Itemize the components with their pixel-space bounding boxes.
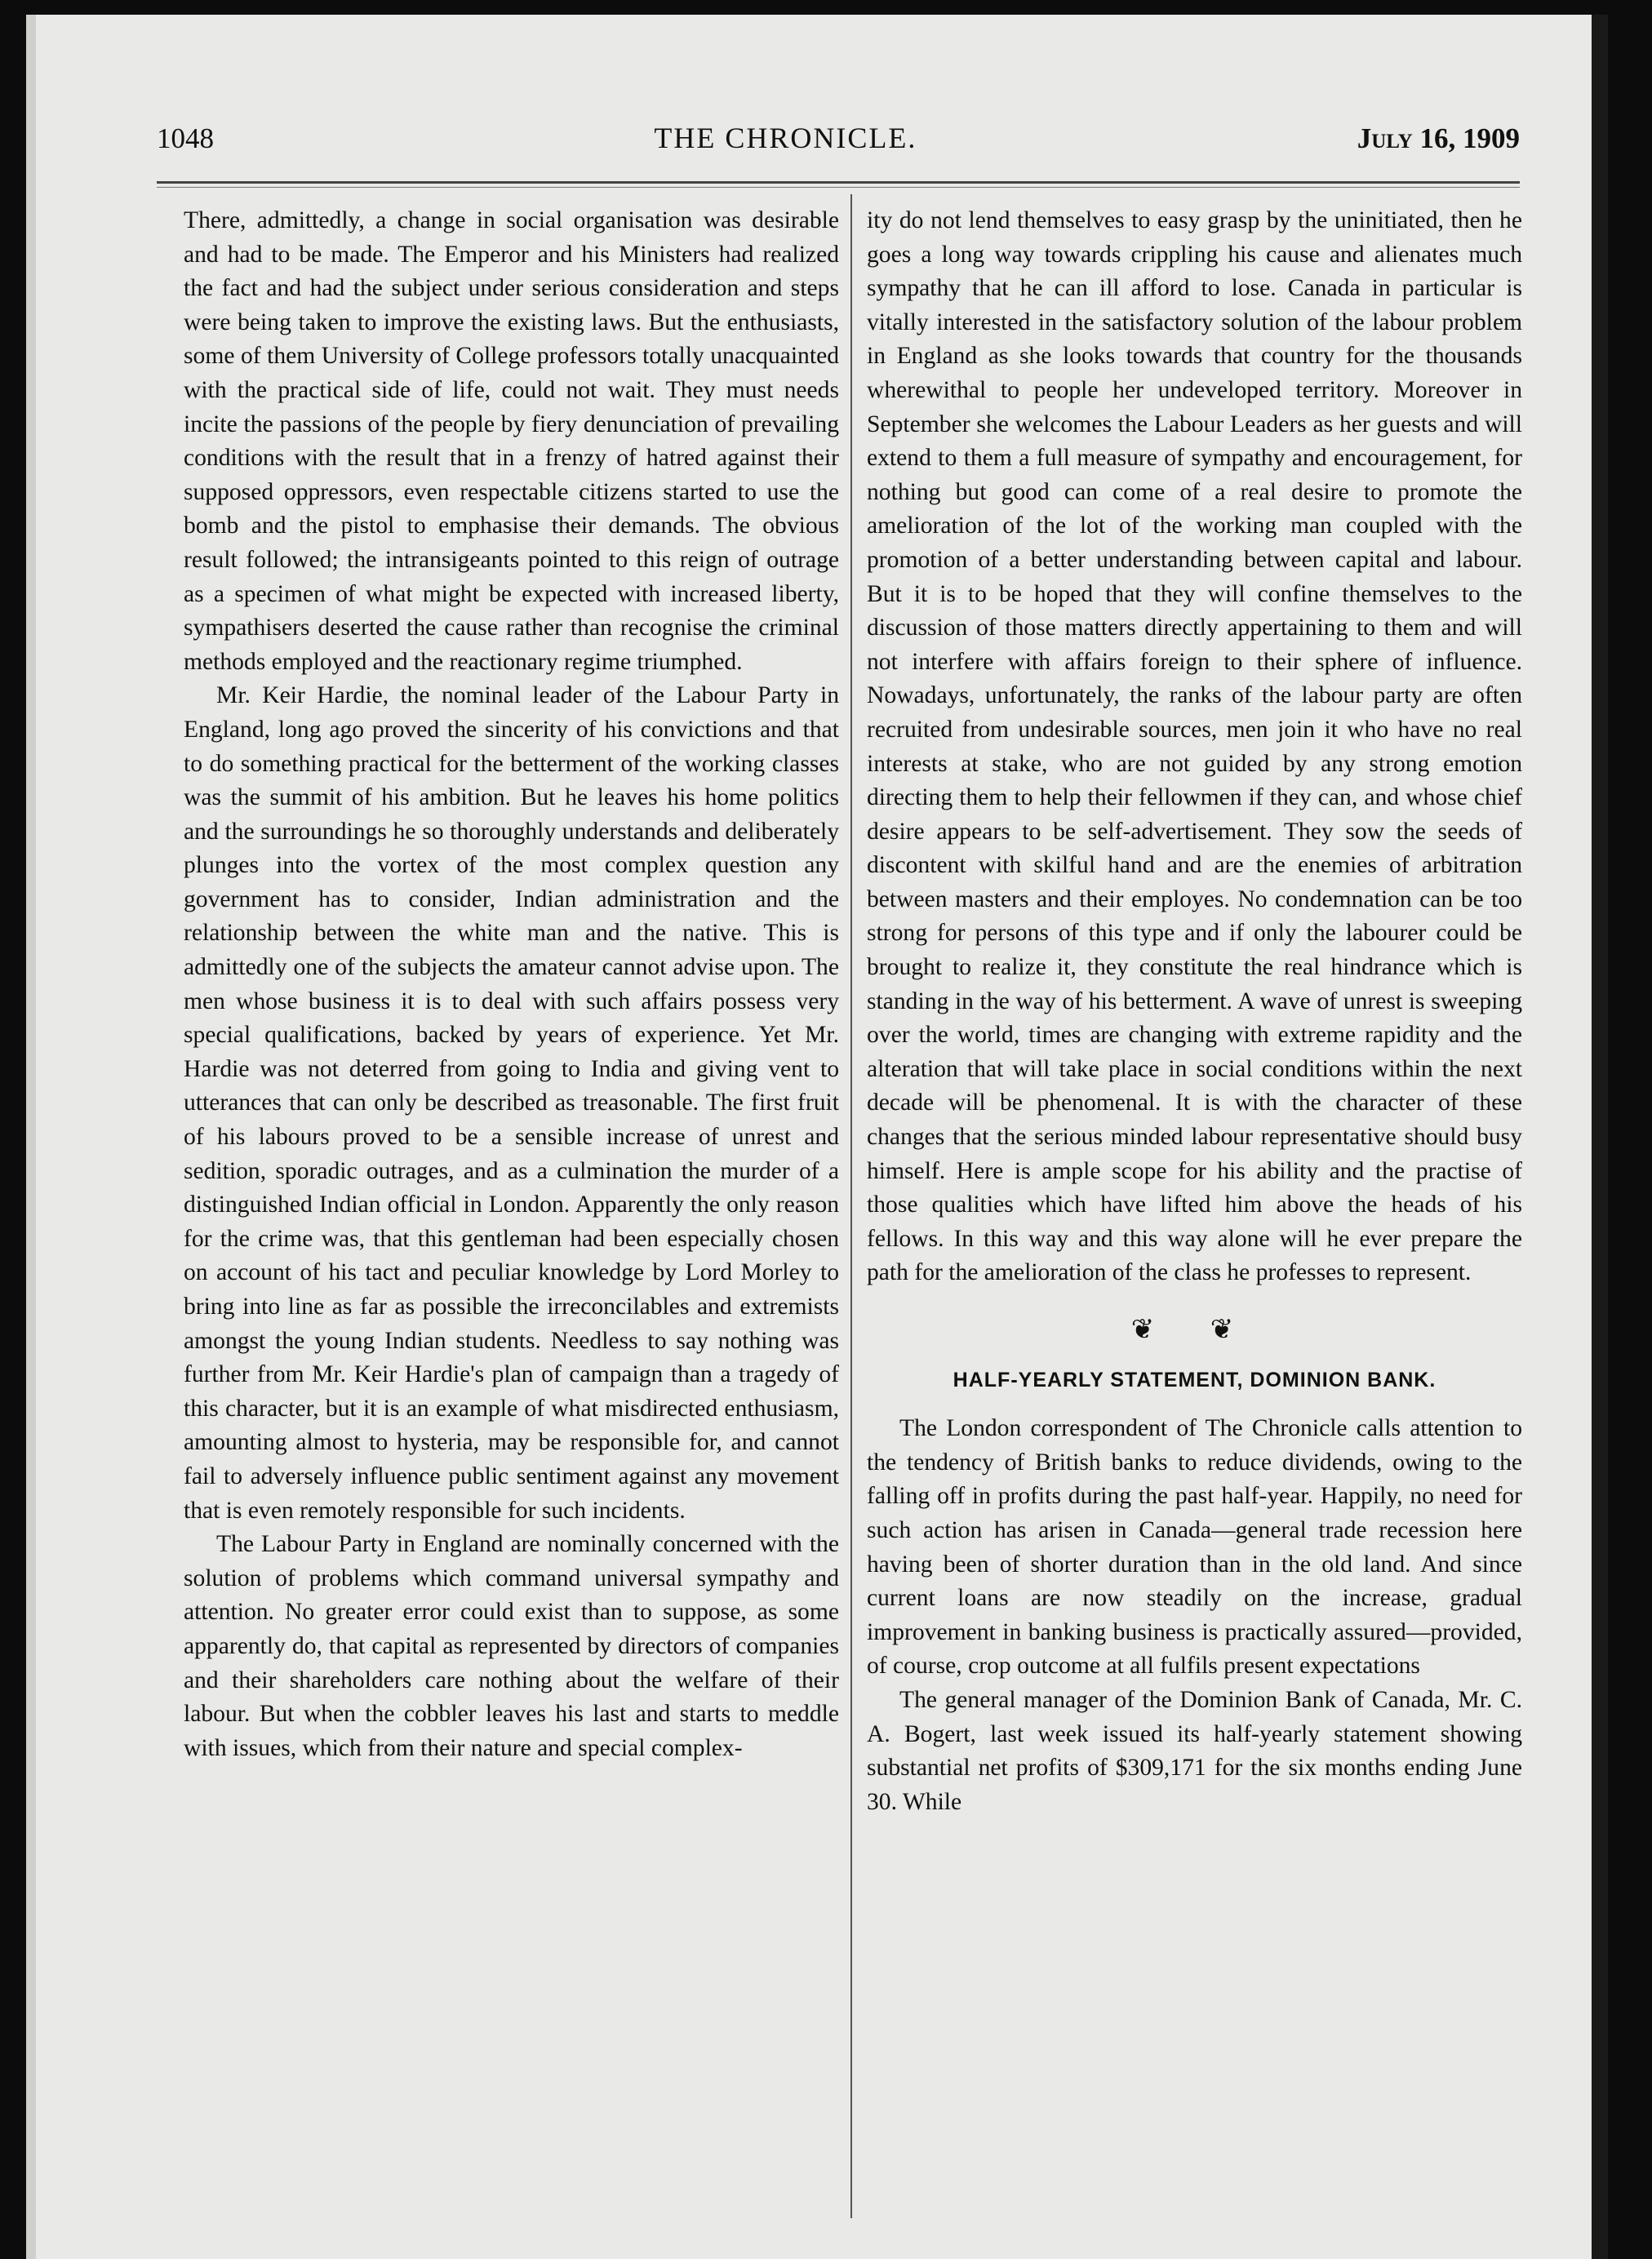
header-rule-thin (157, 187, 1520, 188)
page-edge-band (1592, 15, 1608, 2259)
issue-date: July 16, 1909 (1357, 122, 1520, 154)
paragraph: The Labour Party in England are nominally concerned with the solution of problems which command universal sympathy and attention. No greater error could exist than to suppose, as some apparently do, that capital as represented by directors of companies and their shareholders care nothing about the welfare of their labour. But when the cobbler leaves his last and starts to meddle with issues, which from their nature and special complex- (184, 1531, 839, 1761)
newspaper-page (26, 15, 1608, 2259)
right-column (867, 204, 1522, 1819)
paragraph: The London correspondent of The Chronicle calls attention to the tendency of British banks to reduce dividends, owing to the falling off in profits during the past half-year. Happily, no need for such action has arisen in Canada—general trade recession here having been of shorter duration than in the old land. And since current loans are now steadily on the increase, gradual improvement in banking business is practically assured—provided, of course, crop outcome at all fulfils present expectations (867, 1415, 1522, 1680)
paragraph: Mr. Keir Hardie, the nominal leader of the Labour Party in England, long ago proved the sincerity of his convictions and that to do something practical for the betterment of the working classes was the summit of his ambition. But he leaves his home politics and the surroundings he so thoroughly understands and deliberately plunges into the vortex of the most complex question any government has to consider, Indian administration and the relationship between the white man and the native. This is admittedly one of the subjects the amateur cannot advise upon. The men whose business it is to deal with such affairs possess very special qualifications, backed by years of experience. Yet Mr. Hardie was not deterred from going to India and giving vent to utterances that can only be described as treasonable. The first fruit of his labours proved to be a sensible increase of unrest and sedition, sporadic outrages, and as a culmination the murder of a distinguished Indian official in London. Apparently the only reason for the crime was, that this gentleman had been especially chosen on account of his tact and peculiar knowledge by Lord Morley to bring into line as far as possible the irreconcilables and extremists amongst the young Indian students. Needless to say nothing was further from Mr. Keir Hardie's plan of campaign than a tragedy of this character, but it is an example of what misdirected enthusiasm, amounting almost to hysteria, may be responsible for, and cannot fail to adversely influence public sentiment against any movement that is even remotely responsible for such incidents. (184, 682, 839, 1524)
page-header (157, 121, 1520, 170)
page-spine-shadow (26, 15, 36, 2259)
column-divider (850, 194, 852, 2218)
paragraph: ity do not lend themselves to easy grasp by the uninitiated, then he goes a long way towards crippling his cause and alienates much sympathy that he can ill afford to lose. Canada in particular is vitally interested in the satisfactory solution of the labour problem in England as she looks towards that country for the thousands wherewithal to people her undeveloped territory. Moreover in September she welcomes the Labour Leaders as her guests and will extend to them a full measure of sympathy and encouragement, for nothing but good can come of a real desire to promote the amelioration of the lot of the working man coupled with the promotion of a better understanding between capital and labour. But it is to be hoped that they will confine themselves to the discussion of those matters directly appertaining to them and will not interfere with affairs foreign to their sphere of influence. Nowadays, unfortunately, the ranks of the labour party are often recruited from undesirable sources, men join it who have no real interests at stake, who are not guided by any strong emotion directing them to help their fellowmen if they can, and whose chief desire appears to be self-advertisement. They sow the seeds of discontent with skilful hand and are the enemies of arbitration between masters and their employes. No condemnation can be too strong for persons of this type and if only the labourer could be brought to realize it, they constitute the real hindrance which is standing in the way of his betterment. A wave of unrest is sweeping over the world, times are changing with extreme rapidity and the alteration that will take place in social conditions within the next decade will be phenomenal. It is with the character of these changes that the serious minded labour representative should busy himself. Here is ample scope for his ability and the practise of those qualities which have lifted him above the heads of his fellows. In this way and this way alone will he ever prepare the path for the amelioration of the class he professes to represent. (867, 207, 1522, 1286)
page-number: 1048 (157, 122, 214, 154)
paragraph: There, admittedly, a change in social organisation was desirable and had to be made. The Emperor and his Ministers had realized the fact and had the subject under serious consideration and steps were being taken to improve the existing laws. But the enthusiasts, some of them University of College professors totally unacquainted with the practical side of life, could not wait. They must needs incite the passions of the people by fiery denunciation of prevailing conditions with the result that in a frenzy of hatred against their supposed oppressors, even respectable citizens started to use the bomb and the pistol to emphasise their demands. The obvious result followed; the intransigeants pointed to this reign of outrage as a specimen of what might be expected with increased liberty, sympathisers deserted the cause rather than recognise the criminal methods employed and the reactionary regime triumphed. (184, 207, 839, 675)
section-heading: HALF-YEARLY STATEMENT, DOMINION BANK. (953, 1368, 1437, 1391)
section-ornament: ❦ ❦ (1130, 1315, 1259, 1345)
header-rule (157, 181, 1520, 184)
left-column (184, 204, 839, 1765)
paragraph: The general manager of the Dominion Bank of Canada, Mr. C. A. Bogert, last week issued its half-yearly statement showing substantial net profits of $309,171 for the six months ending June 30. While (867, 1686, 1522, 1815)
publication-title: THE CHRONICLE. (654, 122, 917, 154)
